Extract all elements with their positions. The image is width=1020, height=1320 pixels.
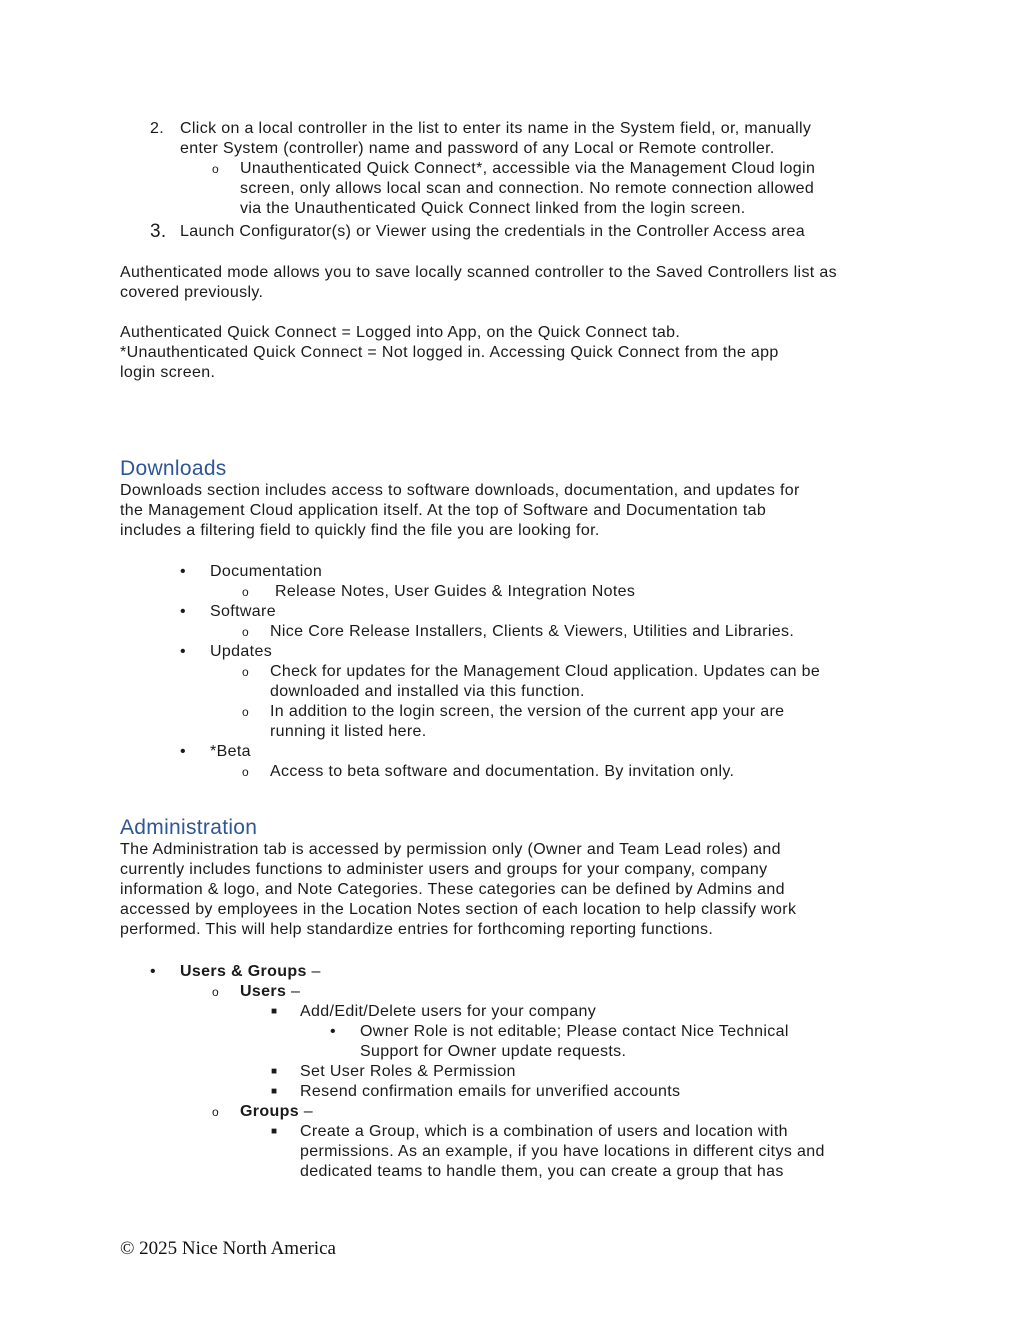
list-item (120, 1062, 900, 1082)
downloads-subitem: Nice Core Release Installers, Clients & Viewers, Utilities and Libraries. (270, 623, 795, 640)
administration-intro-line: accessed by employees in the Location Notes section of each location to help classify work (120, 901, 797, 918)
list-item (120, 1122, 900, 1182)
list-item (120, 1002, 900, 1022)
step-2-text-line2: enter System (controller) name and password of any Local or Remote controller. (180, 140, 775, 157)
bullet-icon: • (180, 603, 186, 620)
square-bullet-icon: ■ (271, 1086, 278, 1097)
administration-heading: Administration (120, 816, 258, 839)
circle-bullet-icon: o (242, 585, 250, 599)
step-2-sub-line1: Unauthenticated Quick Connect*, accessible via the Management Cloud login (240, 160, 816, 177)
copyright-footer: © 2025 Nice North America (120, 1238, 336, 1259)
list-item (120, 562, 900, 582)
unauth-qc-definition-line1: *Unauthenticated Quick Connect = Not logged in. Accessing Quick Connect from the app (120, 344, 779, 361)
bullet-icon: • (180, 743, 186, 760)
users-groups-label: Users & Groups (180, 963, 307, 980)
circle-bullet-icon: o (242, 625, 250, 639)
authenticated-mode-line2: covered previously. (120, 284, 264, 301)
list-item (120, 702, 900, 742)
list-item (120, 642, 900, 662)
downloads-subitem-line1: Check for updates for the Management Cloud application. Updates can be (270, 663, 821, 680)
circle-bullet-icon: o (212, 1105, 220, 1119)
authenticated-mode-paragraph (120, 263, 900, 303)
downloads-item-software: Software (210, 603, 276, 620)
step-2 (120, 119, 900, 159)
list-item (120, 622, 900, 642)
step-2-sub-line3: via the Unauthenticated Quick Connect linked from the login screen. (240, 200, 746, 217)
downloads-subitem-line2: downloaded and installed via this function. (270, 683, 585, 700)
circle-bullet-icon: o (242, 705, 250, 719)
document-body (120, 119, 900, 1182)
downloads-intro-line1: Downloads section includes access to software downloads, documentation, and updates for (120, 482, 800, 499)
step-3-number: 3. (150, 221, 167, 242)
bullet-icon: • (180, 643, 186, 660)
owner-note-line1: Owner Role is not editable; Please contact Nice Technical (360, 1023, 789, 1040)
step-2-sub-line2: screen, only allows local scan and connection. No remote connection allowed (240, 180, 815, 197)
administration-list (120, 962, 900, 1182)
step-2-number: 2. (150, 120, 165, 137)
square-bullet-icon: ■ (271, 1066, 278, 1077)
groups-dash: – (299, 1103, 314, 1120)
square-bullet-icon: ■ (271, 1006, 278, 1017)
downloads-subitem: Release Notes, User Guides & Integration Notes (275, 583, 636, 600)
list-item (120, 602, 900, 622)
list-item (120, 742, 900, 762)
owner-note-line2: Support for Owner update requests. (360, 1043, 627, 1060)
step-3-text: Launch Configurator(s) or Viewer using the credentials in the Controller Access area (180, 223, 805, 240)
list-item (120, 582, 900, 602)
downloads-heading: Downloads (120, 457, 227, 480)
users-groups-dash: – (306, 963, 321, 980)
step-2-subitem (120, 159, 900, 219)
users-resend: Resend confirmation emails for unverified accounts (300, 1083, 681, 1100)
bullet-icon: • (150, 963, 156, 980)
downloads-intro-line3: includes a filtering field to quickly find the file you are looking for. (120, 522, 600, 539)
downloads-item-documentation: Documentation (210, 563, 323, 580)
administration-intro-line: information & logo, and Note Categories. These categories can be defined by Admins and (120, 881, 785, 898)
quick-connect-definitions (120, 323, 900, 383)
downloads-subitem-line2: running it listed here. (270, 723, 427, 740)
list-item (120, 1022, 900, 1062)
unauth-qc-definition-line2: login screen. (120, 364, 216, 381)
downloads-item-beta: *Beta (210, 743, 251, 760)
step-3 (120, 222, 900, 242)
administration-intro-line: currently includes functions to administer users and groups for your company, company (120, 861, 768, 878)
list-item (120, 662, 900, 702)
administration-intro-line: performed. This will help standardize entries for forthcoming reporting functions. (120, 921, 714, 938)
groups-item-line: permissions. As an example, if you have locations in different citys and (300, 1143, 825, 1160)
downloads-list (120, 562, 900, 782)
circle-bullet-icon: o (212, 162, 220, 176)
list-item (120, 962, 900, 982)
administration-intro (120, 840, 900, 940)
users-add-edit: Add/Edit/Delete users for your company (300, 1003, 597, 1020)
downloads-item-updates: Updates (210, 643, 273, 660)
users-dash: – (286, 983, 301, 1000)
step-2-text-line1: Click on a local controller in the list to enter its name in the System field, or, manually (180, 120, 812, 137)
list-item (120, 1082, 900, 1102)
groups-item-line: dedicated teams to handle them, you can create a group that has (300, 1163, 784, 1180)
downloads-subitem-line1: In addition to the login screen, the version of the current app your are (270, 703, 785, 720)
list-item (120, 982, 900, 1002)
downloads-intro (120, 481, 900, 541)
bullet-icon: • (330, 1023, 336, 1040)
downloads-subitem: Access to beta software and documentation. By invitation only. (270, 763, 735, 780)
circle-bullet-icon: o (212, 985, 220, 999)
authenticated-mode-line1: Authenticated mode allows you to save locally scanned controller to the Saved Controllers list as (120, 264, 837, 281)
circle-bullet-icon: o (242, 665, 250, 679)
downloads-intro-line2: the Management Cloud application itself. At the top of Software and Documentation tab (120, 502, 767, 519)
bullet-icon: • (180, 563, 186, 580)
list-item (120, 762, 900, 782)
administration-intro-line: The Administration tab is accessed by permission only (Owner and Team Lead roles) and (120, 841, 781, 858)
users-label: Users (240, 983, 287, 1000)
square-bullet-icon: ■ (271, 1126, 278, 1137)
groups-item-line: Create a Group, which is a combination of users and location with (300, 1123, 788, 1140)
list-item (120, 1102, 900, 1122)
users-set-roles: Set User Roles & Permission (300, 1063, 516, 1080)
auth-qc-definition: Authenticated Quick Connect = Logged into App, on the Quick Connect tab. (120, 324, 681, 341)
circle-bullet-icon: o (242, 765, 250, 779)
groups-label: Groups (240, 1103, 299, 1120)
